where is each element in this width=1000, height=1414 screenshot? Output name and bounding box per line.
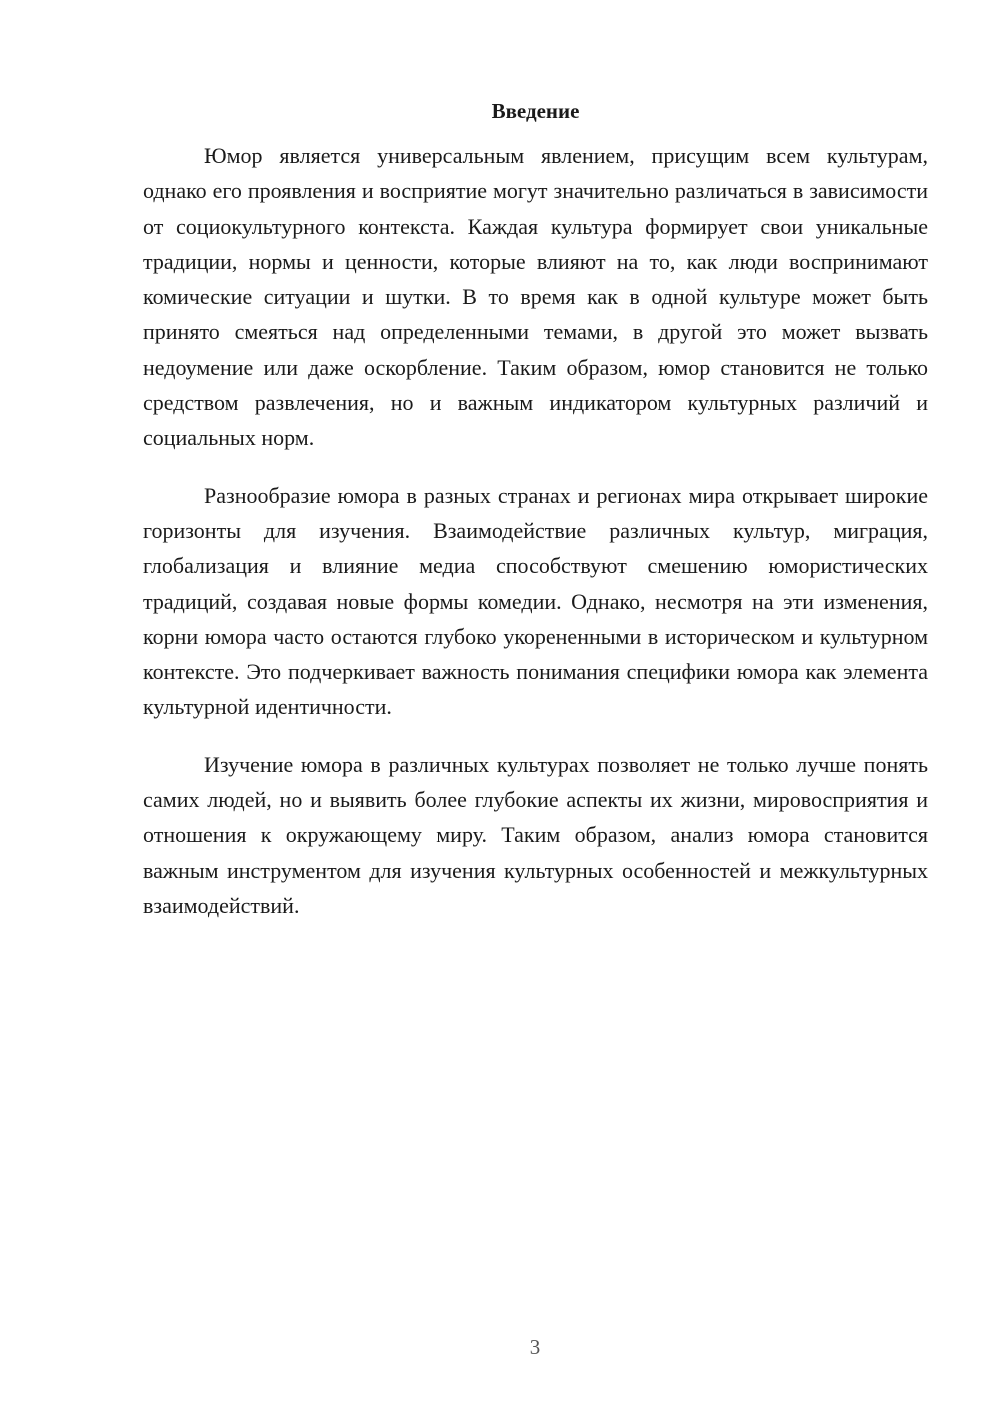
- page-number: 3: [529, 1335, 541, 1359]
- section-title: Введение: [491, 99, 580, 123]
- page-content: [143, 96, 928, 945]
- paragraph-1: Юмор является универсальным явлением, присущим всем культурам, однако его проявления и восприятие могут значительно различаться в зависимости от социокультурного контекста. Каждая культура формирует свои уникальные традиции, нормы и ценности, которые влияют на то, как люди воспринимают комические ситуации и шутки. В то время как в одной культуре может быть принято смеяться над определенными темами, в другой это может вызвать недоумение или даже оскорбление. Таким образом, юмор становится не только средством развлечения, но и важным индикатором культурных различий и социальных норм.: [143, 143, 928, 451]
- paragraph-3: Изучение юмора в различных культурах позволяет не только лучше понять самих людей, но и выявить более глубокие аспекты их жизни, мировосприятия и отношения к окружающему миру. Таким образом, анализ юмора становится важным инструментом для изучения культурных особенностей и межкультурных взаимодействий.: [143, 751, 928, 918]
- paragraph-2: Разнообразие юмора в разных странах и регионах мира открывает широкие горизонты для изучения. Взаимодействие различных культур, миграция, глобализация и влияние медиа способствуют смешению юмористических традиций, создавая новые формы комедии. Однако, несмотря на эти изменения, корни юмора часто остаются глубоко укорененными в историческом и культурном контексте. Это подчеркивает важность понимания специфики юмора как элемента культурной идентичности.: [143, 482, 928, 720]
